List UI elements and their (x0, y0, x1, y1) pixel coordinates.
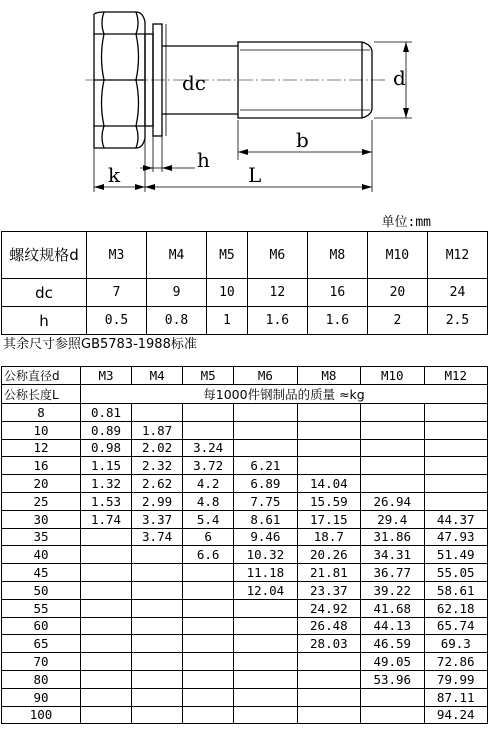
mass-cell: 58.61 (424, 581, 488, 599)
mass-cell: 51.49 (424, 546, 488, 564)
length-cell: 30 (2, 510, 81, 528)
mass-cell (234, 421, 297, 439)
mass-cell: 9.46 (234, 528, 297, 546)
mass-cell (424, 492, 488, 510)
mass-cell (361, 404, 424, 422)
mass-cell (81, 599, 132, 617)
dimensions-table (1, 231, 488, 335)
length-cell: 45 (2, 564, 81, 582)
dims-cell: 20 (367, 279, 427, 307)
length-cell: 20 (2, 475, 81, 493)
mass-cell: 72.86 (424, 653, 488, 671)
mass-cell: 2.32 (132, 457, 183, 475)
table-row (2, 706, 488, 724)
mass-cell (132, 599, 183, 617)
mass-header-row (2, 367, 488, 385)
dims-cell: 7 (87, 279, 147, 307)
dims-row (2, 279, 488, 307)
length-cell: 60 (2, 617, 81, 635)
length-cell: 10 (2, 421, 81, 439)
size-header: M3 (81, 367, 132, 385)
mass-cell (132, 706, 183, 724)
mass-cell (81, 653, 132, 671)
nominal-length-header: 公称长度L (2, 385, 81, 404)
mass-cell: 20.26 (297, 546, 360, 564)
mass-cell: 29.4 (361, 510, 424, 528)
mass-cell: 3.72 (183, 457, 234, 475)
mass-cell: 0.98 (81, 439, 132, 457)
mass-cell (361, 421, 424, 439)
mass-cell: 21.81 (297, 564, 360, 582)
mass-cell: 1.32 (81, 475, 132, 493)
mass-cell (297, 439, 360, 457)
length-cell: 100 (2, 706, 81, 724)
length-cell: 16 (2, 457, 81, 475)
size-header: M10 (361, 367, 424, 385)
mass-cell: 47.93 (424, 528, 488, 546)
mass-cell (361, 688, 424, 706)
mass-cell (424, 404, 488, 422)
mass-cell: 6.89 (234, 475, 297, 493)
mass-cell: 6.6 (183, 546, 234, 564)
unit-label: 单位:mm (381, 215, 431, 230)
length-cell: 55 (2, 599, 81, 617)
mass-cell (81, 635, 132, 653)
mass-cell (361, 457, 424, 475)
table-row (2, 492, 488, 510)
mass-cell: 2.99 (132, 492, 183, 510)
mass-cell: 87.11 (424, 688, 488, 706)
mass-cell (183, 617, 234, 635)
mass-cell (81, 688, 132, 706)
reference-note: 其余尺寸参照GB5783-1988标准 (3, 337, 197, 352)
mass-cell (361, 706, 424, 724)
mass-cell (297, 688, 360, 706)
mass-cell (183, 688, 234, 706)
mass-cell (424, 457, 488, 475)
mass-cell (234, 653, 297, 671)
bolt-drawing (0, 0, 489, 207)
mass-cell (81, 581, 132, 599)
label-d: d (393, 66, 406, 90)
mass-cell: 14.04 (297, 475, 360, 493)
table-row (2, 404, 488, 422)
mass-cell (361, 439, 424, 457)
thread-size-header: 螺纹规格d (2, 232, 87, 279)
size-header: M5 (207, 232, 248, 279)
table-row (2, 439, 488, 457)
table-row (2, 546, 488, 564)
size-header: M10 (367, 232, 427, 279)
mass-cell: 36.77 (361, 564, 424, 582)
label-b: b (296, 128, 309, 152)
length-cell: 25 (2, 492, 81, 510)
mass-cell: 6.21 (234, 457, 297, 475)
label-dc: dc (182, 71, 207, 95)
mass-cell: 31.86 (361, 528, 424, 546)
length-cell: 8 (2, 404, 81, 422)
dims-cell: 16 (307, 279, 367, 307)
mass-cell (234, 688, 297, 706)
dims-cell: 0.5 (87, 307, 147, 335)
table-row (2, 421, 488, 439)
table-row (2, 581, 488, 599)
mass-cell: 44.13 (361, 617, 424, 635)
size-header: M4 (132, 367, 183, 385)
mass-cell: 1.53 (81, 492, 132, 510)
mass-cell (183, 706, 234, 724)
nominal-diameter-header: 公称直径d (2, 367, 81, 385)
mass-cell (234, 439, 297, 457)
length-cell: 40 (2, 546, 81, 564)
mass-cell: 7.75 (234, 492, 297, 510)
mass-cell (81, 528, 132, 546)
mass-cell: 1.87 (132, 421, 183, 439)
mass-cell (234, 670, 297, 688)
mass-cell: 62.18 (424, 599, 488, 617)
row-label: dc (2, 279, 87, 307)
table-row (2, 653, 488, 671)
mass-cell: 24.92 (297, 599, 360, 617)
table-row (2, 475, 488, 493)
mass-cell: 55.05 (424, 564, 488, 582)
mass-cell (183, 421, 234, 439)
mass-cell (424, 475, 488, 493)
mass-cell: 8.61 (234, 510, 297, 528)
mass-cell: 11.18 (234, 564, 297, 582)
mass-cell: 46.59 (361, 635, 424, 653)
mass-cell (132, 670, 183, 688)
mass-cell: 12.04 (234, 581, 297, 599)
mass-cell: 5.4 (183, 510, 234, 528)
mass-cell: 18.7 (297, 528, 360, 546)
mass-cell (297, 457, 360, 475)
size-header: M6 (247, 232, 307, 279)
mass-cell (81, 617, 132, 635)
mass-subheader-row (2, 385, 488, 404)
length-cell: 50 (2, 581, 81, 599)
size-header: M8 (297, 367, 360, 385)
mass-cell (234, 404, 297, 422)
mass-cell (361, 475, 424, 493)
mass-cell (297, 706, 360, 724)
dims-cell: 24 (427, 279, 487, 307)
table-row (2, 688, 488, 706)
mass-cell: 39.22 (361, 581, 424, 599)
mass-cell: 6 (183, 528, 234, 546)
mass-cell: 15.59 (297, 492, 360, 510)
mass-cell: 53.96 (361, 670, 424, 688)
table-row (2, 599, 488, 617)
mass-cell (132, 404, 183, 422)
length-cell: 70 (2, 653, 81, 671)
mass-cell: 4.2 (183, 475, 234, 493)
mass-table (1, 366, 488, 724)
mass-cell (183, 635, 234, 653)
mass-cell (132, 635, 183, 653)
length-cell: 12 (2, 439, 81, 457)
dims-header-row (2, 232, 488, 279)
mass-cell: 41.68 (361, 599, 424, 617)
size-header: M3 (87, 232, 147, 279)
mass-cell: 65.74 (424, 617, 488, 635)
mass-cell (297, 670, 360, 688)
dims-cell: 2.5 (427, 307, 487, 335)
dims-cell: 1 (207, 307, 248, 335)
table-row (2, 635, 488, 653)
mass-cell: 2.02 (132, 439, 183, 457)
mass-unit-header: 每1000件钢制品的质量 ≈kg (81, 385, 488, 404)
mass-cell (183, 404, 234, 422)
table-row (2, 510, 488, 528)
mass-cell: 34.31 (361, 546, 424, 564)
row-label: h (2, 307, 87, 335)
dims-cell: 12 (247, 279, 307, 307)
mass-cell: 26.94 (361, 492, 424, 510)
length-cell: 65 (2, 635, 81, 653)
mass-cell (81, 706, 132, 724)
table-row (2, 670, 488, 688)
dims-cell: 1.6 (247, 307, 307, 335)
mass-cell (297, 653, 360, 671)
size-header: M4 (147, 232, 207, 279)
mass-cell: 17.15 (297, 510, 360, 528)
mass-cell: 3.74 (132, 528, 183, 546)
mass-cell (81, 564, 132, 582)
mass-cell (424, 439, 488, 457)
mass-cell (234, 599, 297, 617)
dims-cell: 2 (367, 307, 427, 335)
mass-cell (183, 599, 234, 617)
table-row (2, 617, 488, 635)
mass-cell: 4.8 (183, 492, 234, 510)
mass-cell (132, 581, 183, 599)
mass-cell (297, 404, 360, 422)
dims-cell: 1.6 (307, 307, 367, 335)
length-cell: 35 (2, 528, 81, 546)
dims-cell: 9 (147, 279, 207, 307)
mass-cell: 1.74 (81, 510, 132, 528)
mass-cell: 0.81 (81, 404, 132, 422)
size-header: M8 (307, 232, 367, 279)
size-header: M12 (424, 367, 488, 385)
mass-cell: 69.3 (424, 635, 488, 653)
mass-cell: 3.37 (132, 510, 183, 528)
mass-cell (132, 546, 183, 564)
mass-cell (183, 564, 234, 582)
label-h: h (197, 148, 210, 172)
mass-cell: 1.15 (81, 457, 132, 475)
mass-cell: 10.32 (234, 546, 297, 564)
mass-cell (183, 670, 234, 688)
mass-cell (234, 617, 297, 635)
size-header: M12 (427, 232, 487, 279)
table-row (2, 528, 488, 546)
mass-cell (132, 653, 183, 671)
table-row (2, 564, 488, 582)
length-cell: 80 (2, 670, 81, 688)
mass-cell (297, 421, 360, 439)
size-header: M6 (234, 367, 297, 385)
mass-cell (81, 670, 132, 688)
mass-cell (234, 706, 297, 724)
mass-cell (183, 581, 234, 599)
label-L: L (248, 163, 262, 187)
table-row (2, 457, 488, 475)
dims-cell: 0.8 (147, 307, 207, 335)
mass-cell: 26.48 (297, 617, 360, 635)
mass-cell: 79.99 (424, 670, 488, 688)
mass-cell: 94.24 (424, 706, 488, 724)
mass-cell (132, 688, 183, 706)
mass-cell (424, 421, 488, 439)
mass-cell: 44.37 (424, 510, 488, 528)
mass-cell: 0.89 (81, 421, 132, 439)
mass-cell (234, 635, 297, 653)
dims-row (2, 307, 488, 335)
mass-cell (132, 617, 183, 635)
mass-cell: 2.62 (132, 475, 183, 493)
label-k: k (108, 163, 121, 187)
mass-cell: 28.03 (297, 635, 360, 653)
mass-cell: 23.37 (297, 581, 360, 599)
length-cell: 90 (2, 688, 81, 706)
mass-cell: 49.05 (361, 653, 424, 671)
dims-cell: 10 (207, 279, 248, 307)
mass-cell (183, 653, 234, 671)
mass-cell (81, 546, 132, 564)
mass-cell (132, 564, 183, 582)
size-header: M5 (183, 367, 234, 385)
mass-cell: 3.24 (183, 439, 234, 457)
